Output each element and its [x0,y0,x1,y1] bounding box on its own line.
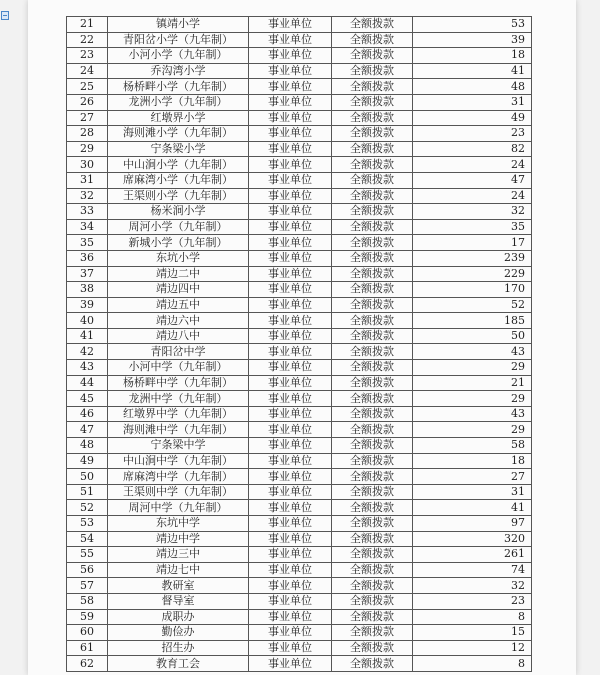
staff-count: 41 [413,500,532,516]
row-number: 58 [67,593,108,609]
staff-count: 52 [413,297,532,313]
row-number: 33 [67,204,108,220]
unit-name: 王渠则小学（九年制） [108,188,249,204]
unit-name: 海则滩中学（九年制） [108,422,249,438]
row-number: 43 [67,360,108,376]
table-row [67,328,532,344]
unit-type: 事业单位 [249,578,332,594]
table-row [67,516,532,532]
staff-count: 185 [413,313,532,329]
row-number: 55 [67,547,108,563]
unit-type: 事业单位 [249,609,332,625]
unit-name: 周河中学（九年制） [108,500,249,516]
table-row [67,453,532,469]
row-number: 34 [67,219,108,235]
unit-type: 事业单位 [249,235,332,251]
row-number: 60 [67,625,108,641]
table-row [67,48,532,64]
row-number: 47 [67,422,108,438]
unit-type: 事业单位 [249,157,332,173]
unit-type: 事业单位 [249,219,332,235]
table-row [67,375,532,391]
table-row [67,391,532,407]
unit-name: 龙洲中学（九年制） [108,391,249,407]
funding-type: 全额拨款 [332,625,413,641]
unit-name: 靖边八中 [108,328,249,344]
funding-type: 全额拨款 [332,593,413,609]
staff-count: 17 [413,235,532,251]
table-row [67,313,532,329]
unit-name: 乔沟湾小学 [108,63,249,79]
row-number: 61 [67,640,108,656]
funding-type: 全额拨款 [332,531,413,547]
row-number: 42 [67,344,108,360]
funding-type: 全额拨款 [332,484,413,500]
row-number: 46 [67,406,108,422]
unit-type: 事业单位 [249,282,332,298]
staff-count: 27 [413,469,532,485]
row-number: 31 [67,172,108,188]
staff-count: 12 [413,640,532,656]
funding-type: 全额拨款 [332,141,413,157]
unit-type: 事业单位 [249,484,332,500]
funding-type: 全额拨款 [332,17,413,33]
table-row [67,469,532,485]
table-row [67,219,532,235]
unit-type: 事业单位 [249,375,332,391]
unit-name: 靖边三中 [108,547,249,563]
funding-type: 全额拨款 [332,235,413,251]
row-number: 48 [67,438,108,454]
funding-type: 全额拨款 [332,578,413,594]
unit-name: 东坑小学 [108,250,249,266]
unit-name: 宁条梁小学 [108,141,249,157]
staff-count: 29 [413,422,532,438]
unit-name: 新城小学（九年制） [108,235,249,251]
staff-count: 82 [413,141,532,157]
staff-count: 23 [413,126,532,142]
table-row [67,297,532,313]
staff-count: 31 [413,484,532,500]
unit-type: 事业单位 [249,500,332,516]
staff-count: 50 [413,328,532,344]
funding-type: 全额拨款 [332,94,413,110]
unit-type: 事业单位 [249,406,332,422]
table-row [67,344,532,360]
unit-name: 教育工会 [108,656,249,672]
unit-type: 事业单位 [249,313,332,329]
unit-type: 事业单位 [249,640,332,656]
funding-type: 全额拨款 [332,562,413,578]
row-number: 52 [67,500,108,516]
unit-name: 王渠则中学（九年制） [108,484,249,500]
document-icon [1,11,9,20]
unit-type: 事业单位 [249,63,332,79]
unit-type: 事业单位 [249,79,332,95]
unit-name: 青阳岔小学（九年制） [108,32,249,48]
table-row [67,593,532,609]
unit-type: 事业单位 [249,422,332,438]
row-number: 30 [67,157,108,173]
unit-name: 席麻湾小学（九年制） [108,172,249,188]
table-row [67,235,532,251]
row-number: 24 [67,63,108,79]
unit-type: 事业单位 [249,48,332,64]
unit-type: 事业单位 [249,141,332,157]
row-number: 22 [67,32,108,48]
funding-type: 全额拨款 [332,360,413,376]
staff-count: 32 [413,204,532,220]
staff-count: 170 [413,282,532,298]
table-row [67,17,532,33]
table-row [67,656,532,672]
funding-type: 全额拨款 [332,204,413,220]
funding-type: 全额拨款 [332,297,413,313]
unit-type: 事业单位 [249,453,332,469]
table-row [67,547,532,563]
funding-type: 全额拨款 [332,48,413,64]
funding-type: 全额拨款 [332,282,413,298]
unit-name: 招生办 [108,640,249,656]
table-row [67,188,532,204]
row-number: 57 [67,578,108,594]
unit-type: 事业单位 [249,656,332,672]
row-number: 51 [67,484,108,500]
staff-count: 74 [413,562,532,578]
unit-name: 成职办 [108,609,249,625]
staff-count: 41 [413,63,532,79]
row-number: 38 [67,282,108,298]
table-row [67,282,532,298]
unit-name: 靖边中学 [108,531,249,547]
row-number: 27 [67,110,108,126]
staff-count: 39 [413,32,532,48]
unit-type: 事业单位 [249,17,332,33]
staff-count: 239 [413,250,532,266]
unit-type: 事业单位 [249,531,332,547]
unit-type: 事业单位 [249,562,332,578]
unit-type: 事业单位 [249,625,332,641]
unit-type: 事业单位 [249,360,332,376]
row-number: 28 [67,126,108,142]
staff-count: 58 [413,438,532,454]
table-row [67,204,532,220]
staff-count: 29 [413,391,532,407]
unit-name: 杨桥畔中学（九年制） [108,375,249,391]
unit-name: 席麻湾中学（九年制） [108,469,249,485]
funding-type: 全额拨款 [332,547,413,563]
unit-type: 事业单位 [249,204,332,220]
row-number: 53 [67,516,108,532]
funding-type: 全额拨款 [332,313,413,329]
unit-type: 事业单位 [249,516,332,532]
staff-count: 35 [413,219,532,235]
funding-type: 全额拨款 [332,516,413,532]
funding-type: 全额拨款 [332,391,413,407]
staff-count: 48 [413,79,532,95]
unit-name: 督导室 [108,593,249,609]
funding-type: 全额拨款 [332,656,413,672]
table-row [67,406,532,422]
unit-type: 事业单位 [249,250,332,266]
unit-name: 靖边二中 [108,266,249,282]
funding-type: 全额拨款 [332,422,413,438]
staff-count: 261 [413,547,532,563]
funding-type: 全额拨款 [332,250,413,266]
row-number: 45 [67,391,108,407]
funding-type: 全额拨款 [332,63,413,79]
unit-type: 事业单位 [249,297,332,313]
funding-type: 全额拨款 [332,406,413,422]
row-number: 44 [67,375,108,391]
table-row [67,640,532,656]
unit-name: 小河中学（九年制） [108,360,249,376]
unit-name: 杨米涧小学 [108,204,249,220]
table-row [67,79,532,95]
funding-type: 全额拨款 [332,266,413,282]
table-row [67,157,532,173]
unit-type: 事业单位 [249,469,332,485]
unit-name: 靖边五中 [108,297,249,313]
funding-type: 全额拨款 [332,438,413,454]
table-row [67,422,532,438]
staff-count: 229 [413,266,532,282]
unit-name: 勤俭办 [108,625,249,641]
funding-type: 全额拨款 [332,110,413,126]
staff-count: 47 [413,172,532,188]
staff-count: 18 [413,48,532,64]
staff-count: 31 [413,94,532,110]
unit-name: 中山涧中学（九年制） [108,453,249,469]
staff-count: 18 [413,453,532,469]
row-number: 49 [67,453,108,469]
unit-type: 事业单位 [249,126,332,142]
funding-type: 全额拨款 [332,344,413,360]
staff-count: 320 [413,531,532,547]
funding-type: 全额拨款 [332,469,413,485]
staff-count: 8 [413,656,532,672]
unit-type: 事业单位 [249,266,332,282]
unit-name: 海则滩小学（九年制） [108,126,249,142]
funding-type: 全额拨款 [332,640,413,656]
table-row [67,625,532,641]
row-number: 41 [67,328,108,344]
unit-name: 镇靖小学 [108,17,249,33]
unit-name: 靖边七中 [108,562,249,578]
unit-type: 事业单位 [249,344,332,360]
table-row [67,578,532,594]
row-number: 62 [67,656,108,672]
row-number: 39 [67,297,108,313]
table-row [67,438,532,454]
funding-type: 全额拨款 [332,188,413,204]
unit-type: 事业单位 [249,32,332,48]
staff-count: 53 [413,17,532,33]
staff-count: 21 [413,375,532,391]
funding-type: 全额拨款 [332,32,413,48]
table-row [67,609,532,625]
table-row [67,484,532,500]
unit-type: 事业单位 [249,172,332,188]
unit-name: 青阳岔中学 [108,344,249,360]
funding-type: 全额拨款 [332,375,413,391]
funding-type: 全额拨款 [332,609,413,625]
unit-name: 中山涧小学（九年制） [108,157,249,173]
staff-count: 29 [413,360,532,376]
staff-count: 43 [413,406,532,422]
funding-type: 全额拨款 [332,172,413,188]
row-number: 25 [67,79,108,95]
row-number: 26 [67,94,108,110]
document-page [28,0,576,675]
staff-count: 8 [413,609,532,625]
table-row [67,141,532,157]
unit-type: 事业单位 [249,94,332,110]
staff-count: 15 [413,625,532,641]
row-number: 40 [67,313,108,329]
unit-type: 事业单位 [249,391,332,407]
unit-name: 东坑中学 [108,516,249,532]
unit-type: 事业单位 [249,593,332,609]
unit-name: 红墩界小学 [108,110,249,126]
unit-name: 杨桥畔小学（九年制） [108,79,249,95]
row-number: 35 [67,235,108,251]
row-number: 21 [67,17,108,33]
table-row [67,63,532,79]
unit-type: 事业单位 [249,328,332,344]
table-body [67,17,532,672]
funding-type: 全额拨款 [332,453,413,469]
table-row [67,266,532,282]
staffing-table [66,16,532,672]
table-row [67,126,532,142]
row-number: 32 [67,188,108,204]
row-number: 29 [67,141,108,157]
funding-type: 全额拨款 [332,219,413,235]
funding-type: 全额拨款 [332,500,413,516]
row-number: 36 [67,250,108,266]
staff-count: 24 [413,188,532,204]
unit-name: 教研室 [108,578,249,594]
row-number: 23 [67,48,108,64]
unit-name: 宁条梁中学 [108,438,249,454]
table-row [67,94,532,110]
unit-name: 龙洲小学（九年制） [108,94,249,110]
funding-type: 全额拨款 [332,157,413,173]
row-number: 54 [67,531,108,547]
unit-name: 小河小学（九年制） [108,48,249,64]
funding-type: 全额拨款 [332,328,413,344]
unit-type: 事业单位 [249,547,332,563]
unit-name: 周河小学（九年制） [108,219,249,235]
row-number: 56 [67,562,108,578]
unit-type: 事业单位 [249,438,332,454]
staff-count: 49 [413,110,532,126]
table-row [67,360,532,376]
table-row [67,32,532,48]
row-number: 59 [67,609,108,625]
table-row [67,172,532,188]
table-row [67,500,532,516]
row-number: 37 [67,266,108,282]
staff-count: 24 [413,157,532,173]
unit-name: 靖边六中 [108,313,249,329]
funding-type: 全额拨款 [332,126,413,142]
row-number: 50 [67,469,108,485]
staff-count: 23 [413,593,532,609]
table-row [67,531,532,547]
staff-count: 97 [413,516,532,532]
unit-type: 事业单位 [249,188,332,204]
unit-type: 事业单位 [249,110,332,126]
unit-name: 靖边四中 [108,282,249,298]
funding-type: 全额拨款 [332,79,413,95]
table-row [67,562,532,578]
staff-count: 43 [413,344,532,360]
table-row [67,250,532,266]
table-row [67,110,532,126]
staff-count: 32 [413,578,532,594]
unit-name: 红墩界中学（九年制） [108,406,249,422]
